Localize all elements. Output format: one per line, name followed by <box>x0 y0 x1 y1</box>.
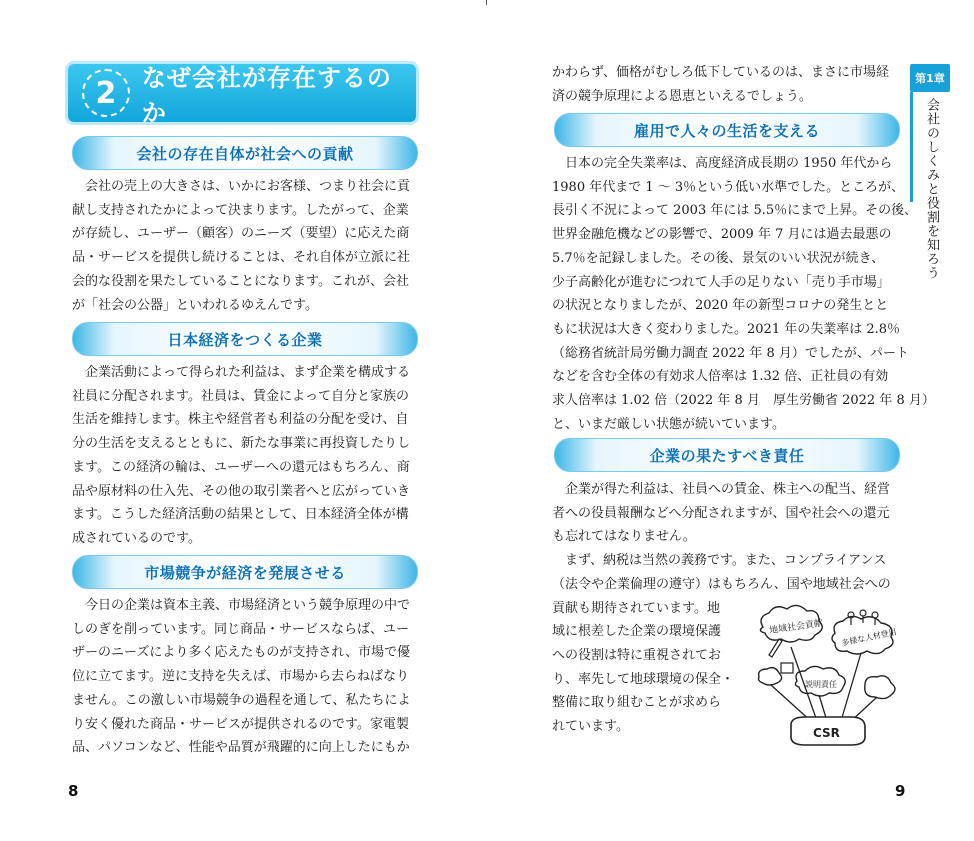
text-line: 企業が得た利益は、社員への賃金、株主への配当、経営 <box>552 482 891 497</box>
text-line: ザーのニーズにより多く応えたものが支持され、市場で優 <box>72 645 411 661</box>
chapter-tab-title: 会社のしくみと役割を知ろう <box>924 98 939 280</box>
text-line: 整備に取り組むことが求めら <box>552 695 722 711</box>
text-line: ます。こうした経済活動の結果として、日本経済全体が構 <box>72 507 409 523</box>
section-heading-text: 日本経済をつくる企業 <box>167 330 323 349</box>
text-line: 世界金融危機などの影響で、2009 年 7 月には過去最悪の <box>552 227 892 243</box>
text-line: 日本の完全失業率は、高度経済成長期の 1950 年代から <box>552 156 893 171</box>
paragraph-employment <box>552 152 935 436</box>
text-line: 生活を維持します。株主や経営者も利益の分配を受け、自 <box>72 412 409 428</box>
text-line: 今日の企業は資本主義、市場経済という競争原理の中で <box>72 598 411 613</box>
text-line: 少子高齢化が進むにつれて人手の足りない「売り手市場」 <box>552 274 890 290</box>
section-heading-text: 会社の存在自体が社会への貢献 <box>136 144 354 163</box>
text-line: と、いまだ厳しい状態が続いています。 <box>552 416 785 432</box>
section-heading-text: 市場競争が経済を発展させる <box>144 563 346 582</box>
text-line: しのぎを削っています。同じ商品・サービスならば、ユー <box>72 621 409 637</box>
text-line: が存続し、ユーザー（顧客）のニーズ（要望）に応えた商 <box>72 226 410 242</box>
text-line: 分の生活を支えるとともに、新たな事業に再投資したりし <box>72 436 411 452</box>
page-number: 9 <box>895 782 906 800</box>
text-line: れています。 <box>552 719 629 735</box>
section-heading-text: 企業の果たすべき責任 <box>649 446 805 465</box>
text-line: まず、納税は当然の義務です。また、コンプライアンス <box>552 553 887 569</box>
chapter-title: なぜ会社が存在するのか <box>141 64 392 127</box>
cloud-small <box>865 676 895 699</box>
text-line: が「社会の公器」といわれるゆえんです。 <box>72 297 318 313</box>
text-line: 企業活動によって得られた利益は、まず企業を構成する <box>72 365 411 380</box>
text-line: 品・サービスを提供し続けることは、それ自体が立派に社 <box>72 250 411 266</box>
text-line: かわらず、価格がむしろ低下しているのは、まさに市場経 <box>552 65 889 80</box>
section-heading-market-competition <box>72 555 418 589</box>
label-accountability: 説明責任 <box>805 680 837 689</box>
text-line: り、率先して地球環境の保全・ <box>552 671 735 687</box>
chapter-number-badge: 2 <box>82 69 130 117</box>
csr-illustration <box>755 603 905 748</box>
paragraph-social-contribution <box>72 175 410 317</box>
section-heading-employment <box>554 113 900 147</box>
text-line: り安く優れた商品・サービスが提供されるのです。家電製 <box>72 716 409 732</box>
cloud-left <box>759 668 782 685</box>
text-line: 5.7％を記録しました。その後、景気のいい状況が続き、 <box>552 250 885 266</box>
text-line: 位に立てます。逆に支持を失えば、市場から去らねばなり <box>72 669 409 685</box>
text-line: 会的な役割を果たしていることになります。これが、会社 <box>72 273 409 289</box>
text-line: 求人倍率は 1.02 倍（2022 年 8 月 厚生労働省 2022 年 8 月） <box>552 393 935 409</box>
chapter-title-banner <box>68 64 416 127</box>
paragraph-japanese-economy <box>72 361 410 551</box>
label-csr: CSR <box>813 726 840 740</box>
label-diverse-talent: 多様な人材登用 <box>840 627 898 648</box>
text-line: の状況となりましたが、2020 年の新型コロナの発生とと <box>552 298 889 314</box>
text-line: 済の競争原理による恩恵といえるでしょう。 <box>552 88 812 104</box>
text-line: 長引く不況によって 2003 年には 5.5％にまで上昇。その後、 <box>552 203 918 219</box>
text-line: などを含む全体の有効求人倍率は 1.32 倍、正社員の有効 <box>552 369 889 385</box>
text-line: も忘れてはなりません。 <box>552 529 696 545</box>
paragraph-continuation <box>552 61 889 108</box>
text-line: 域に根差した企業の環境保護 <box>552 624 722 640</box>
text-line: ません。この激しい市場競争の過程を通して、私たちによ <box>72 692 411 708</box>
book-icon <box>781 663 793 673</box>
text-line: 貢献も期待されています。地 <box>552 600 720 616</box>
text-line: （総務省統計局労働力調査 2022 年 8 月）でしたが、パート <box>552 345 909 361</box>
text-line: 献し支持されたかによって決まります。したがって、企業 <box>72 202 409 218</box>
text-line: 成されているのです。 <box>72 530 201 546</box>
text-line: 者への役員報酬などへ分配されますが、国や社会への還元 <box>552 505 890 521</box>
text-line: 品や原材料の仕入先、その他の取引業者へと広がっていき <box>72 483 411 499</box>
text-line: ます。この経済の輪は、ユーザーへの還元はもちろん、商 <box>72 459 410 475</box>
label-community-contribution: 地域社会貢献 <box>768 618 824 637</box>
text-line: 会社の売上の大きさは、いかにお客様、つまり社会に貢 <box>72 179 411 194</box>
pen-icon <box>769 639 782 657</box>
text-line: （法令や企業倫理の遵守）はもちろん、国や地域社会への <box>552 576 891 592</box>
section-heading-japanese-economy <box>72 322 418 356</box>
section-heading-corporate-responsibility <box>554 438 900 472</box>
section-heading-text: 雇用で人々の生活を支える <box>633 121 820 140</box>
text-line: もに状況は大きく変わりました。2021 年の失業率は 2.8％ <box>552 321 901 337</box>
page-number: 8 <box>68 782 79 800</box>
section-heading-social-contribution <box>72 136 418 170</box>
chapter-tab-label: 第1章 <box>915 72 945 85</box>
chapter-tab <box>910 64 950 92</box>
text-line: 1980 年代まで 1 ～ 3％という低い水準でした。ところが、 <box>552 179 905 195</box>
paragraph-market-competition <box>72 594 411 760</box>
text-line: 社員に分配されます。社員は、賃金によって自分と家族の <box>72 388 409 404</box>
text-line: への役割は特に重視されてお <box>552 647 722 663</box>
text-line: 品、パソコンなど、性能や品質が飛躍的に向上したにもか <box>72 740 410 756</box>
